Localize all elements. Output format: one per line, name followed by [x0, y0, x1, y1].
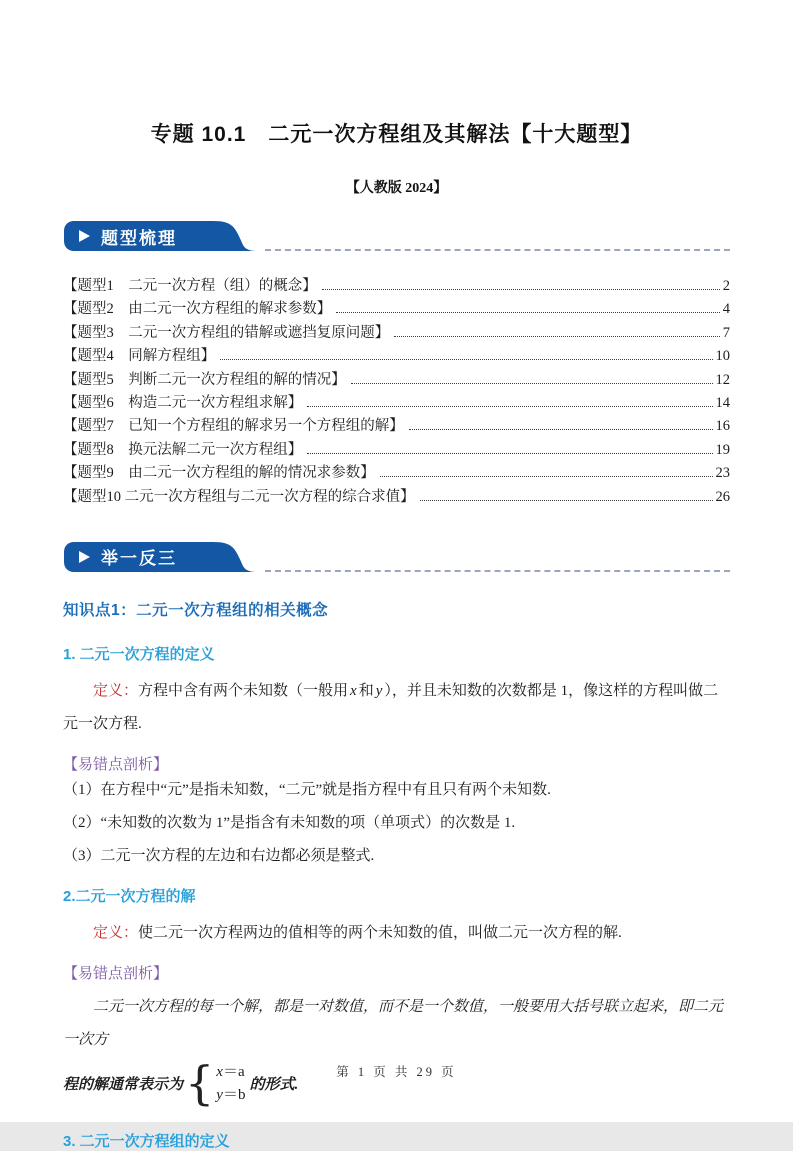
toc-item[interactable] [63, 438, 730, 461]
formula-after-text: 的形式. [249, 1077, 299, 1094]
definition-label: 定义： [93, 924, 139, 941]
definition-text: 方程中含有两个未知数（一般用 [138, 682, 349, 699]
page-footer: 第 1 页 共 29 页 [336, 1065, 457, 1079]
banner-row-practice [63, 541, 730, 573]
dot-leader [394, 336, 720, 337]
toc-page-number: 2 [722, 278, 730, 294]
page-title: 专题 10.1 二元一次方程组及其解法【十大题型】 [150, 123, 643, 146]
definition-2-paragraph [63, 917, 730, 950]
dot-leader [336, 312, 720, 313]
variable-y: y [375, 682, 383, 699]
toc-page-number: 10 [715, 348, 730, 365]
table-of-contents [63, 274, 730, 508]
edition-subtitle: 【人教版 2024】 [345, 181, 448, 196]
section-2-title: 2.二元一次方程的解 [63, 887, 196, 905]
toc-page-number: 19 [715, 441, 730, 458]
toc-item-label: 【题型2 由二元一次方程组的解求参数】 [63, 301, 332, 318]
toc-page-number: 26 [715, 488, 730, 505]
banner-label: 题型梳理 [101, 228, 177, 248]
note-item-2: （2）“未知数的次数为 1”是指含有未知数的项（单项式）的次数是 1. [63, 814, 516, 831]
banner-row-topic-overview [63, 220, 730, 252]
section-3-title: 3. 二元一次方程组的定义 [63, 1133, 230, 1151]
variable-x: x [216, 1064, 223, 1081]
left-brace-icon: { [185, 1055, 215, 1110]
dot-leader [420, 500, 713, 501]
dot-leader [307, 453, 712, 454]
equation-rhs: ＝b [222, 1087, 246, 1104]
toc-item[interactable] [63, 485, 730, 508]
toc-page-number: 7 [722, 324, 730, 341]
definition-text: 和 [358, 682, 374, 699]
definition-label: 定义： [93, 682, 139, 699]
dashed-divider [265, 249, 730, 251]
variable-y: y [216, 1087, 223, 1104]
banner-practice [63, 541, 269, 573]
note-item-1: （1）在方程中“元”是指未知数，“二元”就是指方程中有且只有两个未知数. [63, 781, 551, 798]
toc-page-number: 23 [715, 465, 730, 482]
dot-leader [351, 383, 713, 384]
variable-x: x [350, 682, 357, 699]
definition-text: 使二元一次方程两边的值相等的两个未知数的值，叫做二元一次方程的解. [138, 924, 622, 941]
toc-item[interactable] [63, 321, 730, 344]
toc-item[interactable] [63, 461, 730, 484]
toc-item-label: 【题型10 二元一次方程组与二元一次方程的综合求值】 [63, 488, 415, 505]
definition-text: ），并且未知数的次数都是 1，像这样的方程叫做二元一次方程. [63, 682, 719, 732]
toc-item-label: 【题型6 构造二元一次方程组求解】 [63, 394, 303, 411]
toc-item-label: 【题型4 同解方程组】 [63, 348, 216, 365]
definition-1-paragraph [63, 675, 730, 741]
play-icon [79, 551, 90, 563]
dot-leader [307, 406, 712, 407]
note-item-3: （3）二元一次方程的左边和右边都必须是整式. [63, 847, 375, 864]
equation-rhs: ＝a [222, 1064, 245, 1081]
knowledge-point-heading: 知识点1：二元一次方程组的相关概念 [63, 601, 329, 619]
pitfall-heading: 【易错点剖析】 [63, 756, 169, 773]
toc-item-label: 【题型1 二元一次方程（组）的概念】 [63, 278, 317, 294]
section-1-title: 1. 二元一次方程的定义 [63, 645, 215, 663]
equation-row-y [216, 1086, 245, 1104]
toc-item[interactable] [63, 344, 730, 367]
toc-item-label: 【题型7 已知一个方程组的解求另一个方程组的解】 [63, 418, 404, 435]
toc-page-number: 14 [715, 394, 730, 411]
dashed-divider [265, 570, 730, 572]
banner-label: 举一反三 [101, 549, 177, 569]
banner-topic-overview [63, 220, 269, 252]
toc-item[interactable] [63, 391, 730, 414]
toc-item[interactable] [63, 414, 730, 437]
toc-page-number: 16 [715, 418, 730, 435]
solution-note-line1: 二元一次方程的每一个解，都是一对数值，而不是一个数值，一般要用大括号联立起来，即二元一次方 [63, 998, 724, 1048]
toc-item-label: 【题型8 换元法解二元一次方程组】 [63, 441, 303, 458]
toc-item[interactable] [63, 274, 730, 297]
dot-leader [322, 289, 720, 290]
toc-item[interactable] [63, 368, 730, 391]
pitfall-heading: 【易错点剖析】 [63, 965, 169, 982]
toc-page-number: 4 [722, 301, 730, 318]
toc-item[interactable] [63, 297, 730, 320]
toc-item-label: 【题型5 判断二元一次方程组的解的情况】 [63, 371, 346, 388]
dot-leader [409, 429, 713, 430]
toc-item-label: 【题型3 二元一次方程组的错解或遮挡复原问题】 [63, 324, 390, 341]
dot-leader [380, 476, 713, 477]
toc-page-number: 12 [715, 371, 730, 388]
toc-item-label: 【题型9 由二元一次方程组的解的情况求参数】 [63, 465, 375, 482]
formula-before-text: 程的解通常表示为 [63, 1077, 184, 1094]
dot-leader [220, 359, 712, 360]
play-icon [79, 230, 90, 242]
